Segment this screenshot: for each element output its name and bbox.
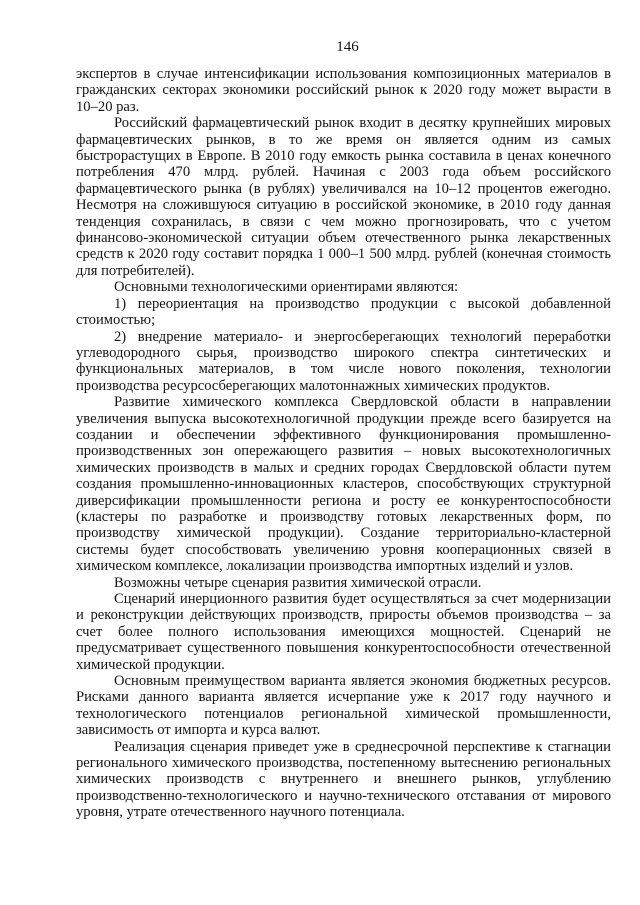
paragraph-scenario-advantages: Основным преимуществом варианта является экономия бюджетных ресурсов. Рисками данного варианта является исчерпание уже к 2017 году научного и технологического потенциалов региональной химической промышленности, зависимость от импорта и курса валют. <box>76 673 611 739</box>
list-item-1: 1) переориентация на производство продукции с высокой добавленной стоимостью; <box>76 295 611 329</box>
paragraph-composites-continuation: экспертов в случае интенсификации использования композиционных материалов в гражданских секторах экономики российский рынок к 2020 году может вырасти в 10–20 раз. <box>76 66 611 115</box>
paragraph-tech-guidelines-intro: Основными технологическими ориентирами являются: <box>114 279 459 296</box>
page-number: 146 <box>336 39 359 55</box>
paragraph-scenarios-intro: Возможны четыре сценария развития химической отрасли. <box>114 574 482 591</box>
document-page <box>76 38 611 821</box>
paragraph-chemical-complex-development: Развитие химического комплекса Свердловской области в направлении увеличения выпуска высокотехнологичной продукции прежде всего базируется на создании и обеспечении эффективного функционирования промышленно-производственных зон опережающего развития – новых высокотехнологичных химических производств в малых и средних городах Свердловской области путем создания промышленно-инновационных кластеров, способствующих структурной диверсификации промышленности региона и росту ее конкурентоспособности (кластеры по разработке и производству готовых лекарственных форм, по производству химической продукции). Создание территориально-кластерной системы будет способствовать увеличению уровня кооперационных связей в химическом комплексе, локализации производства импортных изделий и узлов. <box>76 394 611 575</box>
list-item-2: 2) внедрение материало- и энергосберегающих технологий переработки углеводородного сырья, производство широкого спектра синтетических и функциональных материалов, в том числе нового поколения, технологии производства ресурсосберегающих малотоннажных химических продуктов. <box>76 328 611 394</box>
paragraph-inertial-scenario: Сценарий инерционного развития будет осуществляться за счет модернизации и реконструкции действующих производств, приросты объемов производства – за счет более полного использования имеющихся мощностей. Сценарий не предусматривает существенного повышения конкурентоспособности отечественной химической продукции. <box>76 591 611 673</box>
paragraph-scenario-consequences: Реализация сценария приведет уже в среднесрочной перспективе к стагнации регионального химического производства, постепенному вытеснению региональных химических производств с внутреннего и внешнего рынков, углублению производственно-технологического и научно-технического отставания от мирового уровня, утрате отечественного научного потенциала. <box>76 738 611 821</box>
paragraph-pharma-market: Российский фармацевтический рынок входит в десятку крупнейших мировых фармацевтических рынков, в то же время он является одним из самых быстрорастущих в Европе. В 2010 году емкость рынка составила в ценах конечного потребления 470 млрд. рублей. Начиная с 2003 года объем российского фармацевтического рынка (в рублях) увеличивался на 10–12 процентов ежегодно. Несмотря на сложившуюся ситуацию в российской экономике, в 2010 году данная тенденция сохранилась, в связи с чем можно прогнозировать, что с учетом финансово-экономической ситуации объем отечественного рынка лекарственных средств к 2020 году составит порядка 1 000–1 500 млрд. рублей (конечная стоимость для потребителей). <box>76 115 611 279</box>
